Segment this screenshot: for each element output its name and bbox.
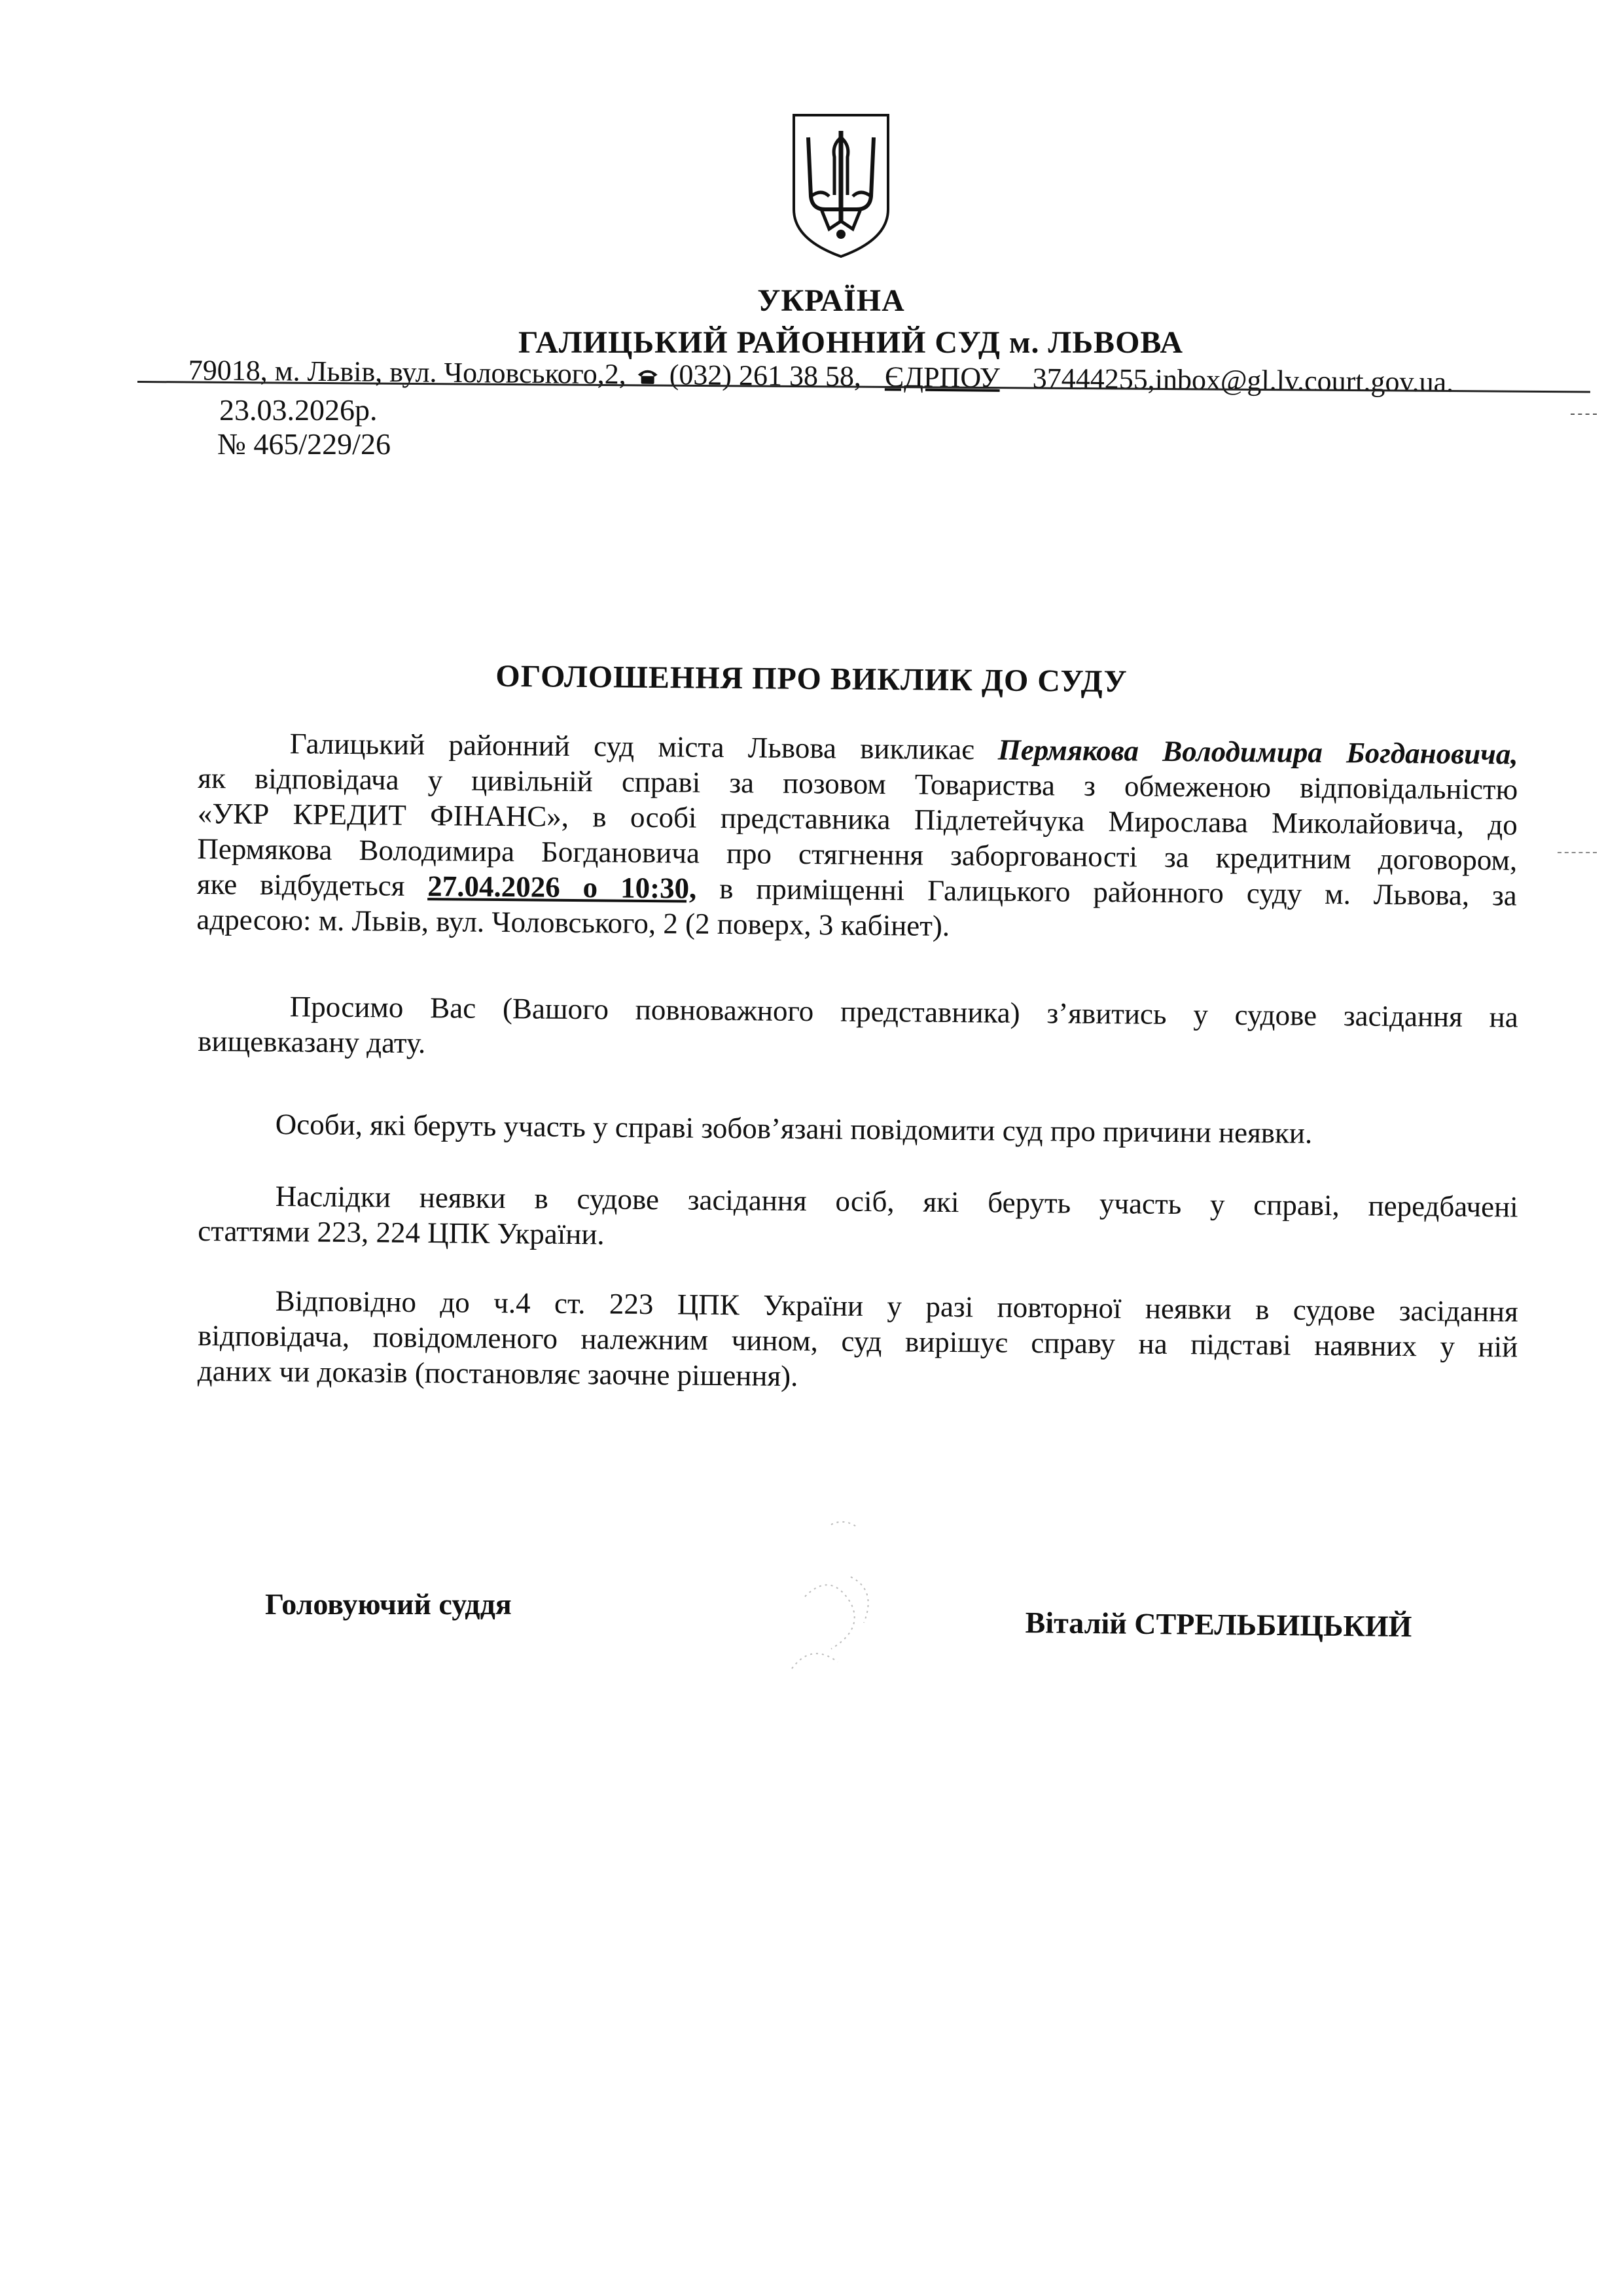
letter-number: № 465/229/26	[217, 427, 391, 461]
absence-notice-paragraph	[198, 1106, 1518, 1153]
country-title: УКРАЇНА	[757, 283, 905, 318]
attendance-request-paragraph	[198, 988, 1518, 1070]
hearing-place: в приміщенні Галицького районного суду м. Львова, за	[696, 872, 1518, 912]
paragraph-line: як відповідача у цивільній справі за позовом Товариства з обмеженою відповідальністю	[198, 761, 1518, 806]
judge-signature	[753, 1498, 969, 1714]
paragraph-line: статтями 223, 224 ЦПК України.	[198, 1214, 605, 1251]
paragraph-text: Відповідно до ч.4 ст. 223 ЦПК України у разі повторної неявки в судове засідання	[275, 1284, 1518, 1328]
paragraph-text: Особи, які беруть участь у справі зобов’язані повідомити суд про причини неявки.	[275, 1108, 1313, 1150]
court-summons-text: Галицький районний суд міста Львова викликає	[289, 727, 999, 766]
paragraph-line: даних чи доказів (постановляє заочне рішення).	[197, 1354, 798, 1393]
consequences-paragraph	[198, 1178, 1518, 1260]
paragraph-line: адресою: м. Львів, вул. Чоловського, 2 (2 поверх, 3 кабінет).	[196, 902, 950, 943]
paragraph-line: відповідача, повідомленого належним чином, суд вирішує справу на підставі наявних у ній	[198, 1318, 1518, 1364]
judge-name: Віталій СТРЕЛЬБИЦЬКИЙ	[1025, 1606, 1412, 1644]
summons-paragraph	[196, 725, 1518, 949]
paragraph-line: «УКР КРЕДИТ ФІНАНС», в особі представника Підлетейчука Мирослава Миколайовича, до	[197, 796, 1518, 841]
paragraph-line: вищевказану дату.	[198, 1024, 426, 1060]
hearing-datetime: 27.04.2026 о 10:30,	[427, 870, 697, 905]
hearing-intro: яке відбудеться	[196, 867, 428, 903]
defendant-name: Пермякова Володимира Богдановича,	[997, 733, 1518, 771]
paragraph-text: Наслідки неявки в судове засідання осіб, які беруть участь у справі, передбачені	[275, 1180, 1518, 1224]
paragraph-line	[198, 1106, 1518, 1153]
letter-date: 23.03.2026р.	[219, 393, 378, 427]
edrpou-and-email: 37444255,inbox@gl.lv.court.gov.ua.	[1032, 362, 1454, 398]
court-phone: (032) 261 38 58,	[669, 359, 862, 393]
default-judgment-paragraph	[198, 1282, 1518, 1400]
coat-of-arms-emblem	[789, 111, 893, 260]
paragraph-line: Пермякова Володимира Богдановича про стягнення заборгованості за кредитним договором,	[197, 832, 1518, 877]
document-heading: ОГОЛОШЕННЯ ПРО ВИКЛИК ДО СУДУ	[495, 658, 1128, 699]
edrpou-label: ЄДРПОУ	[884, 361, 1001, 394]
court-title: ГАЛИЦЬКИЙ РАЙОННИЙ СУД м. ЛЬВОВА	[518, 325, 1184, 360]
margin-mark	[1558, 852, 1597, 853]
court-address: 79018, м. Львів, вул. Чоловського,2,	[188, 353, 626, 391]
paragraph-text: Просимо Вас (Вашого повноважного представника) з’явитись у судове засідання на	[289, 990, 1518, 1034]
judge-title: Головуючий суддя	[265, 1587, 512, 1621]
phone-icon	[636, 367, 660, 385]
header-divider-tail	[1571, 414, 1597, 415]
